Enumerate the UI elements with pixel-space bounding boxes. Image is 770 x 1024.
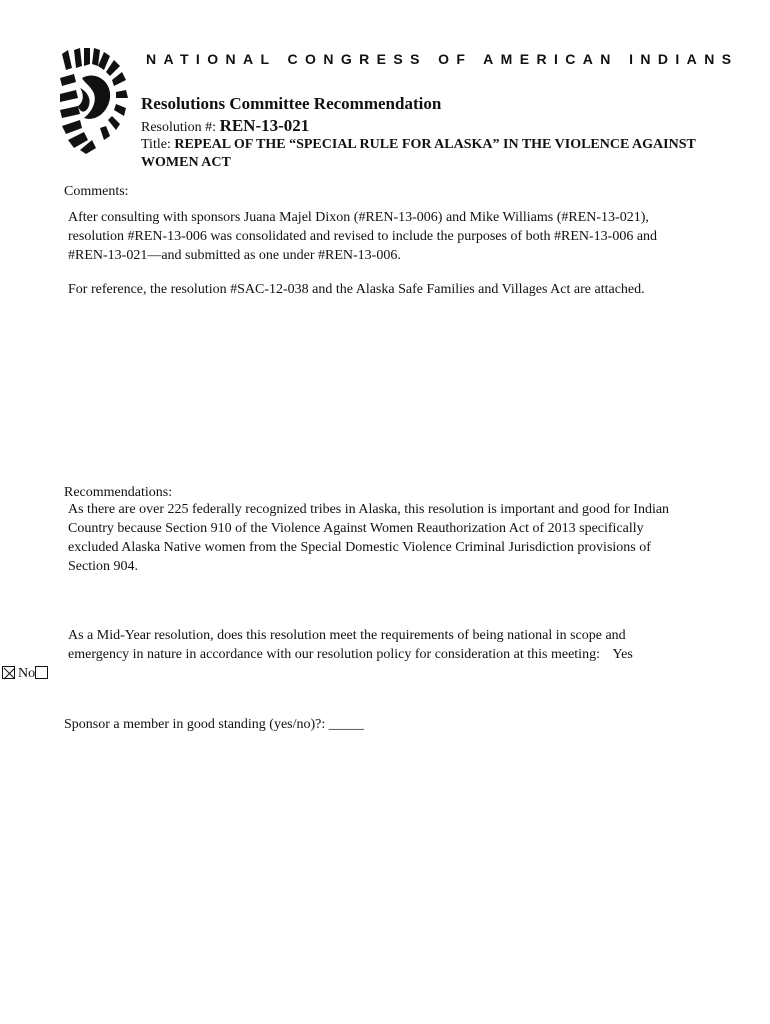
recommendations-label: Recommendations: [64, 485, 173, 500]
midyear-question-block [18, 626, 680, 683]
sponsor-question-line [64, 717, 364, 733]
comments-paragraph-1: After consulting with sponsors Juana Majel Dixon (#REN-13-006) and Mike Williams (#REN-13-021), resolution #REN-13-006 was consolidated and revised to include the purposes of both #REN-13-006 and #REN-13-021—and submitted as one under #REN-13-006. [68, 210, 658, 263]
title-text: REPEAL OF THE “SPECIAL RULE FOR ALASKA” IN THE VIOLENCE AGAINST WOMEN ACT [141, 137, 696, 170]
ncai-headdress-logo-icon [60, 48, 128, 154]
resolution-label: Resolution #: [141, 120, 217, 135]
sponsor-question: Sponsor a member in good standing (yes/no)?: [64, 717, 326, 732]
resolution-title [141, 136, 701, 172]
resolution-number: REN-13-021 [219, 116, 310, 135]
no-label: No [18, 666, 36, 681]
comments-label: Comments: [64, 184, 129, 199]
resolution-line [141, 116, 309, 136]
yes-checkbox[interactable] [2, 666, 15, 679]
midyear-question: As a Mid-Year resolution, does this resolution meet the requirements of being national in scope and emergency in nature in accordance with our resolution policy for consideration at this meeting: [68, 628, 626, 662]
title-label: Title: [141, 137, 171, 152]
org-name: NATIONAL CONGRESS OF AMERICAN INDIANS [146, 51, 739, 67]
comments-paragraph-2: For reference, the resolution #SAC-12-038 and the Alaska Safe Families and Villages Act are attached. [68, 282, 645, 297]
yes-label: Yes [612, 647, 633, 662]
recommendations-paragraph: As there are over 225 federally recognized tribes in Alaska, this resolution is important and good for Indian Country because Section 910 of the Violence Against Women Reauthorization Act of 2013 specifically excluded Alaska Native women from the Special Domestic Violence Criminal Jurisdiction provisions of Section 904. [68, 502, 670, 574]
committee-heading: Resolutions Committee Recommendation [141, 94, 442, 113]
no-checkbox[interactable] [35, 666, 48, 679]
sponsor-answer-blank[interactable]: _____ [328, 717, 364, 732]
